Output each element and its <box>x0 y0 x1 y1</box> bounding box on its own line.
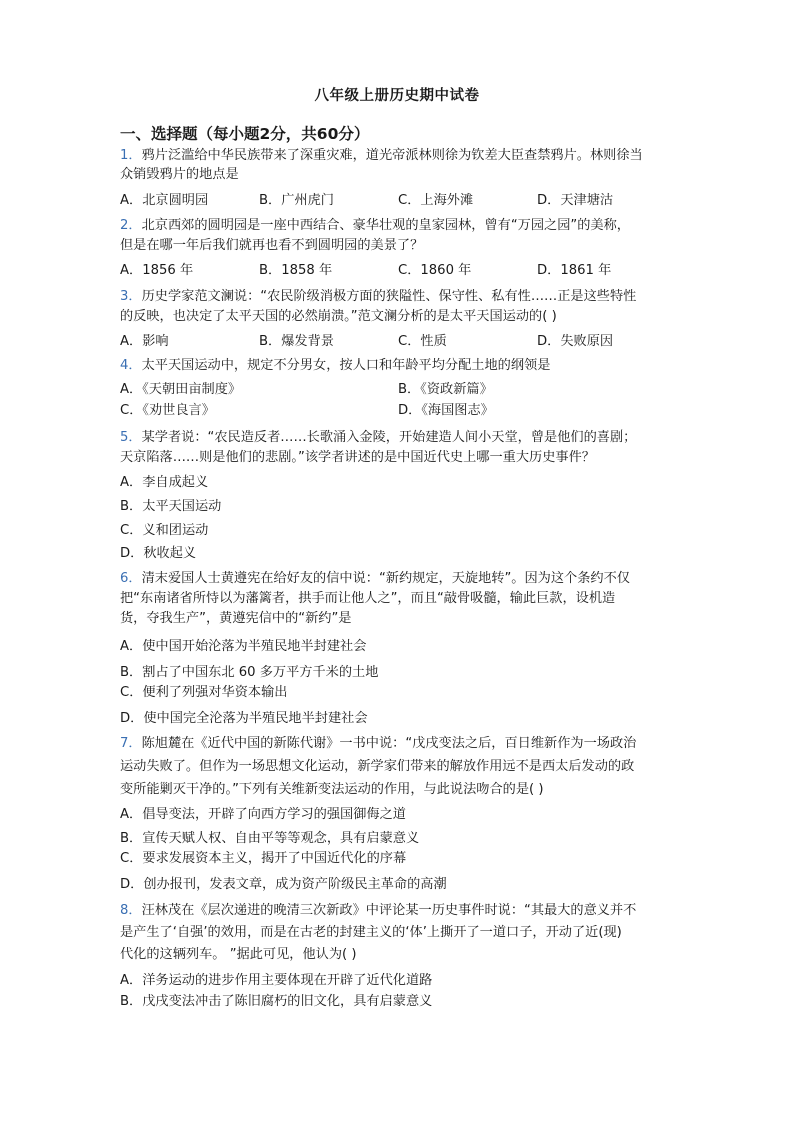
question-1-line: 1．鸦片泛滥给中华民族带来了深重灾难，道光帝派林则徐为钦差大臣查禁鸦片。林则徐当 <box>120 148 643 163</box>
option-d[interactable]: D．《海国图志》 <box>398 403 494 418</box>
question-2-line: 2．北京西郊的圆明园是一座中西结合、豪华壮观的皇家园林，曾有“万园之园”的美称， <box>120 218 630 233</box>
option-b[interactable]: B．宣传天赋人权、自由平等等观念，具有启蒙意义 <box>120 831 420 846</box>
option-d[interactable]: D．天津塘沽 <box>537 193 614 208</box>
option-c[interactable]: C．上海外滩 <box>398 193 474 208</box>
option-d[interactable]: D．1861 年 <box>537 263 612 278</box>
option-c[interactable]: C．义和团运动 <box>120 523 209 538</box>
option-b[interactable]: B．割占了中国东北 60 多万平方千米的土地 <box>120 665 379 680</box>
question-6-line: 6．清末爱国人士黄遵宪在给好友的信中说：“新约规定，天旋地转”。因为这个条约不仅 <box>120 571 630 586</box>
page-title: 八年级上册历史期中试卷 <box>314 88 480 104</box>
option-a[interactable]: A．洋务运动的进步作用主要体现在开辟了近代化道路 <box>120 973 433 988</box>
question-number: 8． <box>120 903 142 918</box>
option-b[interactable]: B．爆发背景 <box>259 334 334 349</box>
option-b[interactable]: B．《资政新篇》 <box>398 382 493 397</box>
question-6-line: 把“东南诸省所恃以为藩篱者，拱手而让他人之”，而且“敲骨吸髓，输此巨款，设机造 <box>120 591 616 606</box>
question-number: 4． <box>120 358 142 373</box>
option-d[interactable]: D．创办报刊，发表文章，成为资产阶级民主革命的高潮 <box>120 877 447 892</box>
option-d[interactable]: D．失败原因 <box>537 334 614 349</box>
option-b[interactable]: B．戊戌变法冲击了陈旧腐朽的旧文化，具有启蒙意义 <box>120 994 433 1009</box>
option-c[interactable]: C．《劝世良言》 <box>120 403 215 418</box>
question-7-line: 7．陈旭麓在《近代中国的新陈代谢》一书中说：“戊戌变法之后，百日维新作为一场政治 <box>120 736 637 751</box>
option-a[interactable]: A．影响 <box>120 334 169 349</box>
question-7-line: 变所能剿灭干净的。”下列有关维新变法运动的作用，与此说法吻合的是( ) <box>120 782 544 797</box>
option-b[interactable]: B．太平天国运动 <box>120 499 222 514</box>
option-c[interactable]: C．要求发展资本主义，揭开了中国近代化的序幕 <box>120 851 407 866</box>
section-heading: 一、选择题（每小题2分，共60分） <box>120 125 370 143</box>
option-d[interactable]: D．秋收起义 <box>120 546 197 561</box>
question-6-line: 货，夺我生产”，黄遵宪信中的“新约”是 <box>120 611 352 626</box>
option-c[interactable]: C．1860 年 <box>398 263 472 278</box>
question-8-line: 是产生了‘自强’的效用，而是在古老的封建主义的‘体’上撕开了一道口子，开动了近(现) <box>120 925 622 940</box>
option-b[interactable]: B．1858 年 <box>259 263 333 278</box>
question-3-line: 的反映，也决定了太平天国的必然崩溃。”范文澜分析的是太平天国运动的( ) <box>120 309 557 324</box>
option-c[interactable]: C．便利了列强对华资本输出 <box>120 685 288 700</box>
question-number: 1． <box>120 148 142 163</box>
question-1-line: 众销毁鸦片的地点是 <box>120 167 239 182</box>
question-2-line: 但是在哪一年后我们就再也看不到圆明园的美景了？ <box>120 238 424 253</box>
option-a[interactable]: A．1856 年 <box>120 263 194 278</box>
question-number: 5． <box>120 430 142 445</box>
option-b[interactable]: B．广州虎门 <box>259 193 334 208</box>
question-4-line: 4．太平天国运动中，规定不分男女，按人口和年龄平均分配土地的纲领是 <box>120 358 551 373</box>
option-c[interactable]: C．性质 <box>398 334 447 349</box>
question-3-line: 3．历史学家范文澜说：“农民阶级消极方面的狭隘性、保守性、私有性……正是这些特性 <box>120 289 637 304</box>
question-7-line: 运动失败了。但作为一场思想文化运动，新学家们带来的解放作用远不是西太后发动的政 <box>120 759 635 774</box>
question-number: 7． <box>120 736 142 751</box>
option-a[interactable]: A．使中国开始沦落为半殖民地半封建社会 <box>120 639 367 654</box>
question-number: 6． <box>120 571 142 586</box>
question-8-line: 代化的这辆列车。 ”据此可见，他认为( ) <box>120 947 357 962</box>
question-8-line: 8．汪林茂在《层次递进的晚清三次新政》中评论某一历史事件时说：“其最大的意义并不 <box>120 903 637 918</box>
option-a[interactable]: A．李自成起义 <box>120 475 209 490</box>
question-5-line: 5．某学者说：“农民造反者……长歌涌入金陵，开始建造人间小天堂，曾是他们的喜剧； <box>120 430 637 445</box>
option-a[interactable]: A．《天朝田亩制度》 <box>120 382 242 397</box>
question-5-line: 天京陷落……则是他们的悲剧。”该学者讲述的是中国近代史上哪一重大历史事件？ <box>120 450 595 465</box>
option-d[interactable]: D．使中国完全沦落为半殖民地半封建社会 <box>120 711 368 726</box>
question-number: 3． <box>120 289 142 304</box>
option-a[interactable]: A．倡导变法，开辟了向西方学习的强国御侮之道 <box>120 807 406 822</box>
question-number: 2． <box>120 218 142 233</box>
option-a[interactable]: A．北京圆明园 <box>120 193 209 208</box>
